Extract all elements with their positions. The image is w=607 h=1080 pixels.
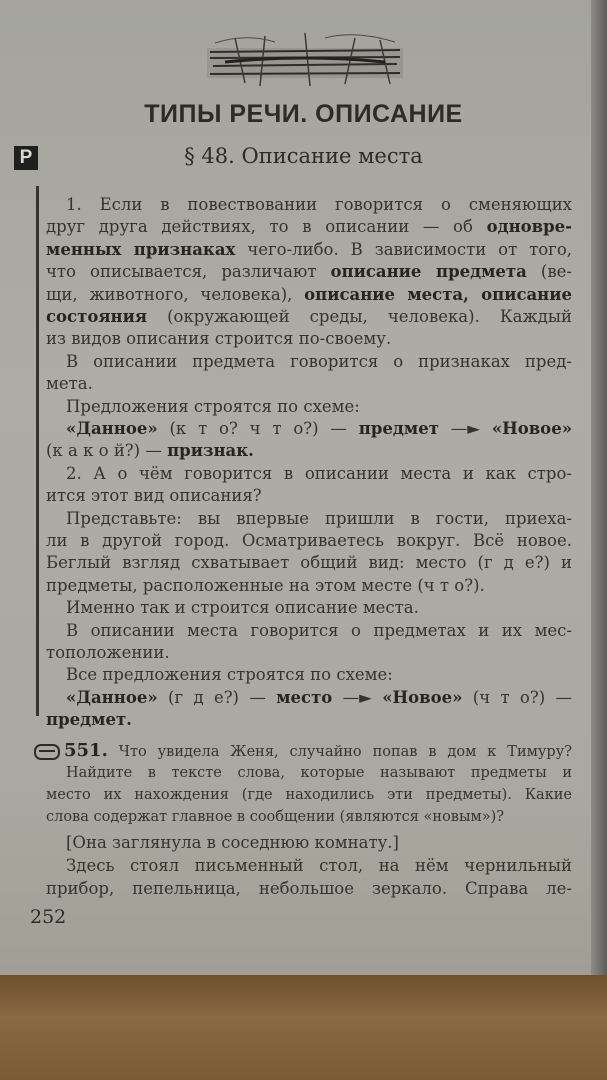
bold-term: место: [276, 688, 333, 707]
text-segment: Беглый взгляд схватывает общий вид: место (г д е?) и: [46, 553, 572, 572]
text-line: [46, 806, 572, 828]
text-line: [66, 396, 572, 418]
text-segment: ли в другой город. Осматриваетесь вокруг. Всё новое.: [46, 531, 572, 550]
text-segment: (ве-: [526, 262, 573, 281]
text-segment: (окружающей среды, человека). Каждый: [147, 307, 572, 326]
text-segment: —►: [332, 688, 383, 707]
text-segment: —►: [438, 419, 492, 438]
bold-term: описание предмета: [330, 262, 527, 281]
text-line: [66, 620, 572, 642]
text-segment: тоположении.: [46, 643, 170, 662]
header-illustration: [205, 28, 405, 90]
text-line: [66, 832, 572, 854]
text-line: [46, 440, 572, 462]
text-line: [46, 530, 572, 552]
text-line: [66, 508, 572, 530]
bold-term: состояния: [46, 307, 148, 326]
bold-term: менных признаках: [46, 240, 236, 259]
text-segment: В описании места говорится о предметах и их мес-: [66, 621, 572, 640]
text-line: [46, 261, 572, 283]
text-segment: Здесь стоял письменный стол, на нём чернильный: [66, 856, 572, 875]
bold-term: «Новое»: [491, 419, 573, 438]
text-segment: место их нахождения (где находились эти предметы). Какие: [46, 787, 572, 803]
table-surface: [0, 975, 607, 1080]
text-segment: Что увидела Женя, случайно попав в дом к Тимуру?: [118, 744, 573, 760]
text-segment: Найдите в тексте слова, которые называют предметы и: [66, 765, 572, 781]
text-line: [46, 784, 572, 806]
bold-term: «Новое»: [382, 688, 463, 707]
speech-section-badge: Р: [14, 146, 38, 170]
text-segment: предметы, расположенные на этом месте (ч т о?).: [46, 576, 485, 595]
exercise-number: 551.: [64, 740, 108, 761]
text-line: [66, 597, 572, 619]
text-line: [46, 306, 572, 328]
page-number: 252: [30, 906, 67, 928]
text-segment: [Она заглянула в соседнюю комнату.]: [66, 833, 399, 852]
text-line: [46, 878, 572, 900]
text-line: [66, 194, 572, 216]
text-line: [46, 216, 572, 238]
text-line: [66, 855, 572, 877]
bold-term: предмет: [358, 419, 439, 438]
text-segment: из видов описания строится по-своему.: [46, 329, 392, 348]
page-heading: ТИПЫ РЕЧИ. ОПИСАНИЕ: [144, 100, 463, 128]
text-line: [46, 709, 572, 731]
text-line: [46, 485, 572, 507]
text-segment: Именно так и строится описание места.: [66, 598, 419, 617]
bold-term: описание места, описание: [304, 285, 572, 304]
text-line: [46, 373, 572, 395]
text-line: [46, 552, 572, 574]
bold-term: одновре-: [486, 217, 572, 236]
bold-term: «Данное»: [66, 688, 158, 707]
text-line: [66, 687, 572, 709]
text-line: [46, 239, 572, 261]
theory-margin-rule: [36, 186, 39, 716]
text-segment: (ч т о?) —: [462, 688, 572, 707]
pencil-exercise-icon: [34, 744, 60, 760]
text-segment: слова содержат главное в сообщении (являются «новым»)?: [46, 809, 505, 825]
text-line: [66, 463, 572, 485]
text-segment: чего-либо. В зависимости от того,: [235, 240, 573, 259]
text-segment: (к т о? ч т о?) —: [157, 419, 359, 438]
text-segment: Представьте: вы впервые пришли в гости, приеха-: [66, 509, 572, 528]
text-line: [66, 418, 572, 440]
bold-term: предмет.: [46, 710, 132, 729]
text-segment: В описании предмета говорится о признаках пред-: [66, 352, 572, 371]
text-line: [46, 575, 572, 597]
text-segment: 1. Если в повествовании говорится о сменяющих: [66, 195, 572, 214]
text-line: [66, 762, 572, 784]
text-segment: ится этот вид описания?: [46, 486, 262, 505]
text-segment: мета.: [46, 374, 93, 393]
text-segment: 2. А о чём говорится в описании места и как стро-: [66, 464, 572, 483]
text-line: [46, 284, 572, 306]
text-line: [66, 664, 572, 686]
bold-term: «Данное»: [66, 419, 158, 438]
text-segment: что описывается, различают: [46, 262, 331, 281]
text-segment: (г д е?) —: [157, 688, 277, 707]
bold-term: признак.: [167, 441, 254, 460]
text-segment: (к а к о й?) —: [46, 441, 168, 460]
section-title: § 48. Описание места: [184, 144, 423, 168]
text-segment: друг друга действиях, то в описании — об: [46, 217, 487, 236]
text-segment: Все предложения строятся по схеме:: [66, 665, 393, 684]
text-segment: щи, животного, человека),: [46, 285, 305, 304]
text-segment: Предложения строятся по схеме:: [66, 397, 360, 416]
text-line: [66, 351, 572, 373]
text-line: [34, 740, 572, 762]
text-line: [46, 642, 572, 664]
text-segment: прибор, пепельница, небольшое зеркало. Справа ле-: [46, 879, 572, 898]
text-line: [46, 328, 572, 350]
